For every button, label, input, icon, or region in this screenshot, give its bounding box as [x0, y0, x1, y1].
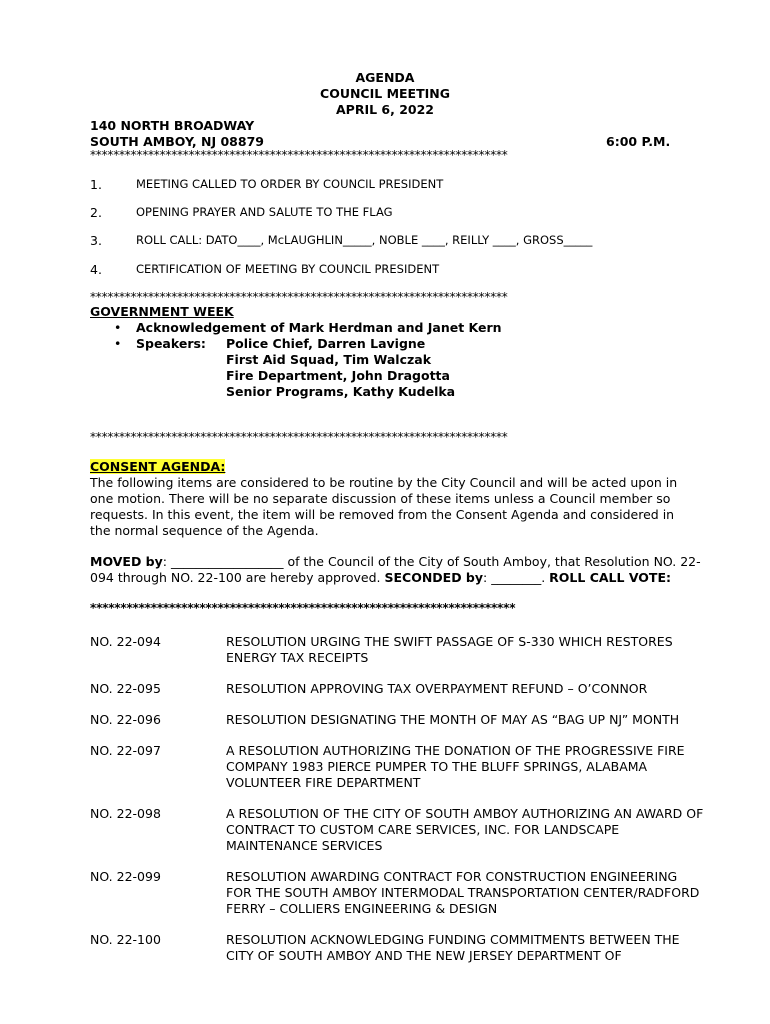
resolution-text: RESOLUTION DESIGNATING THE MONTH OF MAY AS “BAG UP NJ” MONTH [226, 712, 680, 727]
resolution-text: RESOLUTION URGING THE SWIFT PASSAGE OF S-330 WHICH RESTORES ENERGY TAX RECEIPTS [226, 634, 673, 665]
bullet-icon: • [114, 336, 122, 351]
speaker-item: Police Chief, Darren Lavigne [226, 336, 426, 351]
item-text: OPENING PRAYER AND SALUTE TO THE FLAG [136, 205, 393, 219]
resolution-text: RESOLUTION ACKNOWLEDGING FUNDING COMMITMENTS BETWEEN THE CITY OF SOUTH AMBOY AND THE NEW JERSEY DEPARTMENT OF [226, 932, 680, 963]
roll-call-vote-label: ROLL CALL VOTE: [549, 570, 671, 585]
separator-stars: ************************************************************************ [90, 290, 508, 304]
speakers-label: Speakers: [136, 336, 206, 351]
acknowledgement-text: Acknowledgement of Mark Herdman and Janet Kern [136, 320, 502, 335]
item-number: 3. [90, 233, 102, 248]
resolution-number: NO. 22-098 [90, 806, 161, 821]
resolution-number: NO. 22-099 [90, 869, 161, 884]
meeting-date: APRIL 6, 2022 [335, 102, 435, 117]
resolution-number: NO. 22-096 [90, 712, 161, 727]
moved-by-label: MOVED by [90, 554, 163, 569]
speaker-item: Senior Programs, Kathy Kudelka [226, 384, 456, 399]
separator-stars: ********************************************************************** [90, 601, 516, 615]
separator-stars: ************************************************************************ [90, 148, 508, 162]
resolution-text: RESOLUTION APPROVING TAX OVERPAYMENT REFUND – O’CONNOR [226, 681, 648, 696]
seconded-by-text: : ________. [483, 570, 550, 585]
resolution-text: A RESOLUTION AUTHORIZING THE DONATION OF THE PROGRESSIVE FIRE COMPANY 1983 PIERCE PUMPER TO THE BLUFF SPRINGS, ALABAMA VOLUNTEER FIRE DEPARTMENT [226, 743, 685, 790]
resolution-number: NO. 22-095 [90, 681, 161, 696]
item-text: CERTIFICATION OF MEETING BY COUNCIL PRESIDENT [136, 262, 440, 276]
meeting-title: COUNCIL MEETING [320, 86, 450, 101]
item-number: 2. [90, 205, 102, 220]
resolution-number: NO. 22-094 [90, 634, 161, 649]
government-week-heading: GOVERNMENT WEEK [90, 304, 234, 319]
seconded-by-label: SECONDED by [384, 570, 484, 585]
motion-paragraph [90, 554, 710, 586]
resolution-text: A RESOLUTION OF THE CITY OF SOUTH AMBOY AUTHORIZING AN AWARD OF CONTRACT TO CUSTOM CARE SERVICES, INC. FOR LANDSCAPE MAINTENANCE SERVICES [226, 806, 704, 853]
item-number: 4. [90, 262, 102, 277]
item-number: 1. [90, 177, 102, 192]
item-text: MEETING CALLED TO ORDER BY COUNCIL PRESIDENT [136, 177, 444, 191]
item-text-roll-call: ROLL CALL: DATO____, McLAUGHLIN_____, NOBLE ____, REILLY ____, GROSS_____ [136, 233, 593, 247]
address-line-2: SOUTH AMBOY, NJ 08879 [90, 134, 264, 149]
separator-stars: ************************************************************************ [90, 430, 508, 444]
speaker-item: Fire Department, John Dragotta [226, 368, 450, 383]
address-line-1: 140 NORTH BROADWAY [90, 118, 255, 133]
resolution-text: RESOLUTION AWARDING CONTRACT FOR CONSTRUCTION ENGINEERING FOR THE SOUTH AMBOY INTERMODAL TRANSPORTATION CENTER/RADFORD FERRY – COLLIERS ENGINEERING & DESIGN [226, 869, 700, 916]
consent-agenda-paragraph: The following items are considered to be routine by the City Council and will be acted upon in one motion. There will be no separate discussion of these items unless a Council member so requests. In this event, the item will be removed from the Consent Agenda and considered in the normal sequence of the Agenda. [90, 475, 678, 538]
resolution-number: NO. 22-100 [90, 932, 161, 947]
meeting-time: 6:00 P.M. [606, 134, 671, 149]
moved-by-text: : __________________ of the Council of the City of South Amboy, that Resolution NO. 22-094 through NO. 22-100 are hereby approved. [90, 554, 701, 585]
agenda-title: AGENDA [355, 70, 415, 85]
bullet-icon: • [114, 320, 122, 335]
resolution-number: NO. 22-097 [90, 743, 161, 758]
speaker-item: First Aid Squad, Tim Walczak [226, 352, 432, 367]
consent-agenda-heading: CONSENT AGENDA: [90, 459, 226, 474]
